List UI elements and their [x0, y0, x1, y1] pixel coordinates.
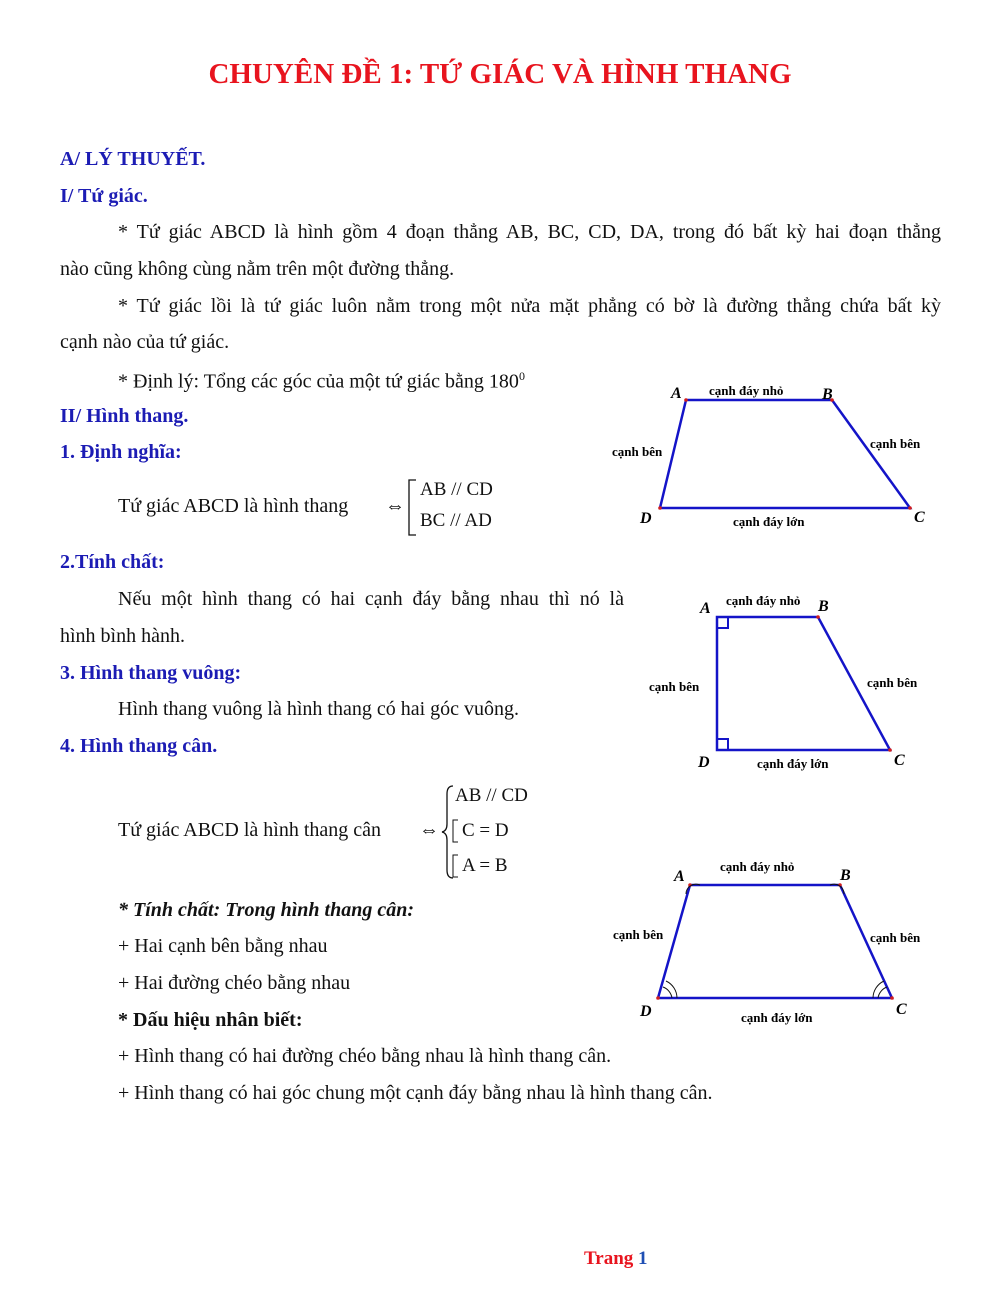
isosceles-trapezoid-figure: [600, 850, 945, 1035]
right-trapezoid-shape: [717, 617, 890, 750]
fig1-long-base-label: cạnh đáy lớn: [733, 514, 805, 529]
theorem-main: * Định lý: Tổng các góc của một tứ giác bằng 180: [118, 370, 519, 393]
equivalence-symbol: ⇔: [385, 495, 405, 517]
section-i-heading: I/ Tứ giác.: [60, 185, 148, 207]
fig1-vertex-b: B: [822, 386, 833, 403]
right-trapezoid-figure: [640, 585, 940, 780]
right-trapezoid-text: Hình thang vuông là hình thang có hai góc vuông.: [118, 698, 520, 720]
fig3-vertex-c: C: [896, 1001, 907, 1018]
property-line-2: hình bình hành.: [60, 625, 185, 647]
fig2-long-base-label: cạnh đáy lớn: [757, 756, 829, 771]
isosceles-property-heading: * Tính chất: Trong hình thang cân:: [118, 899, 415, 921]
fig1-vertex-a: A: [671, 385, 682, 402]
fig1-vertex-c: C: [914, 509, 925, 526]
right-angle-mark-a: [717, 617, 728, 628]
isosceles-condition-2: C = D: [462, 820, 509, 841]
footer-label: Trang: [584, 1248, 634, 1269]
theorem-degree: 0: [518, 369, 525, 383]
property-line-1: Nếu một hình thang có hai cạnh đáy bằng nhau thì nó là: [118, 588, 624, 610]
paragraph-1-line-2: nào cũng không cùng nằm trên một đường thẳng.: [60, 258, 455, 280]
sign-1: + Hình thang có hai đường chéo bằng nhau là hình thang cân.: [118, 1045, 612, 1067]
fig1-right-side-label: cạnh bên: [870, 436, 921, 451]
isosceles-heading: 4. Hình thang cân.: [60, 735, 218, 757]
trapezoid-figure: [600, 370, 940, 540]
theorem-text: [118, 369, 525, 394]
page-number: 1: [638, 1248, 648, 1269]
definition-heading: 1. Định nghĩa:: [60, 441, 182, 463]
fig2-right-side-label: cạnh bên: [867, 675, 918, 690]
isosceles-property-1: + Hai cạnh bên bằng nhau: [118, 935, 328, 957]
definition-condition-1: AB // CD: [420, 479, 493, 500]
definition-condition-2: BC // AD: [420, 510, 492, 531]
isosceles-trapezoid-shape: [658, 885, 892, 998]
fig2-vertex-c: C: [894, 752, 905, 769]
paragraph-2-line-2: cạnh nào của tứ giác.: [60, 331, 230, 353]
sign-heading: * Dấu hiệu nhân biết:: [118, 1009, 303, 1031]
fig3-left-side-label: cạnh bên: [613, 927, 664, 942]
trapezoid-shape: [660, 400, 910, 508]
definition-bracket: [406, 478, 418, 538]
fig2-vertex-d: D: [698, 754, 710, 771]
fig3-vertex-b: B: [840, 867, 851, 884]
fig3-short-base-label: cạnh đáy nhỏ: [720, 859, 795, 874]
section-a-heading: A/ LÝ THUYẾT.: [60, 148, 206, 170]
fig1-short-base-label: cạnh đáy nhỏ: [709, 383, 784, 398]
isosceles-condition-3: A = B: [462, 855, 508, 876]
fig3-right-side-label: cạnh bên: [870, 930, 921, 945]
fig3-vertex-d: D: [640, 1003, 652, 1020]
right-trapezoid-heading: 3. Hình thang vuông:: [60, 662, 242, 684]
fig2-vertex-b: B: [818, 598, 829, 615]
page-title: CHUYÊN ĐỀ 1: TỨ GIÁC VÀ HÌNH THANG: [208, 58, 792, 90]
isosceles-definition-text: Tứ giác ABCD là hình thang cân: [118, 819, 382, 841]
fig2-short-base-label: cạnh đáy nhỏ: [726, 593, 801, 608]
paragraph-1-line-1: * Tứ giác ABCD là hình gồm 4 đoạn thẳng AB, BC, CD, DA, trong đó bất kỳ hai đoạn thẳng: [118, 221, 941, 243]
fig2-left-side-label: cạnh bên: [649, 679, 700, 694]
definition-text: Tứ giác ABCD là hình thang: [118, 495, 349, 517]
paragraph-2-line-1: * Tứ giác lồi là tứ giác luôn nằm trong một nửa mặt phẳng có bờ là đường thẳng chứa bất kỳ: [118, 295, 941, 317]
isosceles-equivalence-symbol: ⇔: [419, 819, 439, 841]
fig3-long-base-label: cạnh đáy lớn: [741, 1010, 813, 1025]
fig2-vertex-a: A: [700, 600, 711, 617]
fig1-vertex-d: D: [640, 510, 652, 527]
property-heading: 2.Tính chất:: [60, 551, 165, 573]
right-angle-mark-d: [717, 739, 728, 750]
sign-2: + Hình thang có hai góc chung một cạnh đáy bằng nhau là hình thang cân.: [118, 1082, 713, 1104]
page-footer: [584, 1248, 648, 1270]
section-ii-heading: II/ Hình thang.: [60, 405, 189, 427]
angle-marks: [663, 884, 887, 998]
isosceles-property-2: + Hai đường chéo bằng nhau: [118, 972, 351, 994]
fig1-left-side-label: cạnh bên: [612, 444, 663, 459]
isosceles-condition-1: AB // CD: [455, 785, 528, 806]
fig3-vertex-a: A: [674, 868, 685, 885]
